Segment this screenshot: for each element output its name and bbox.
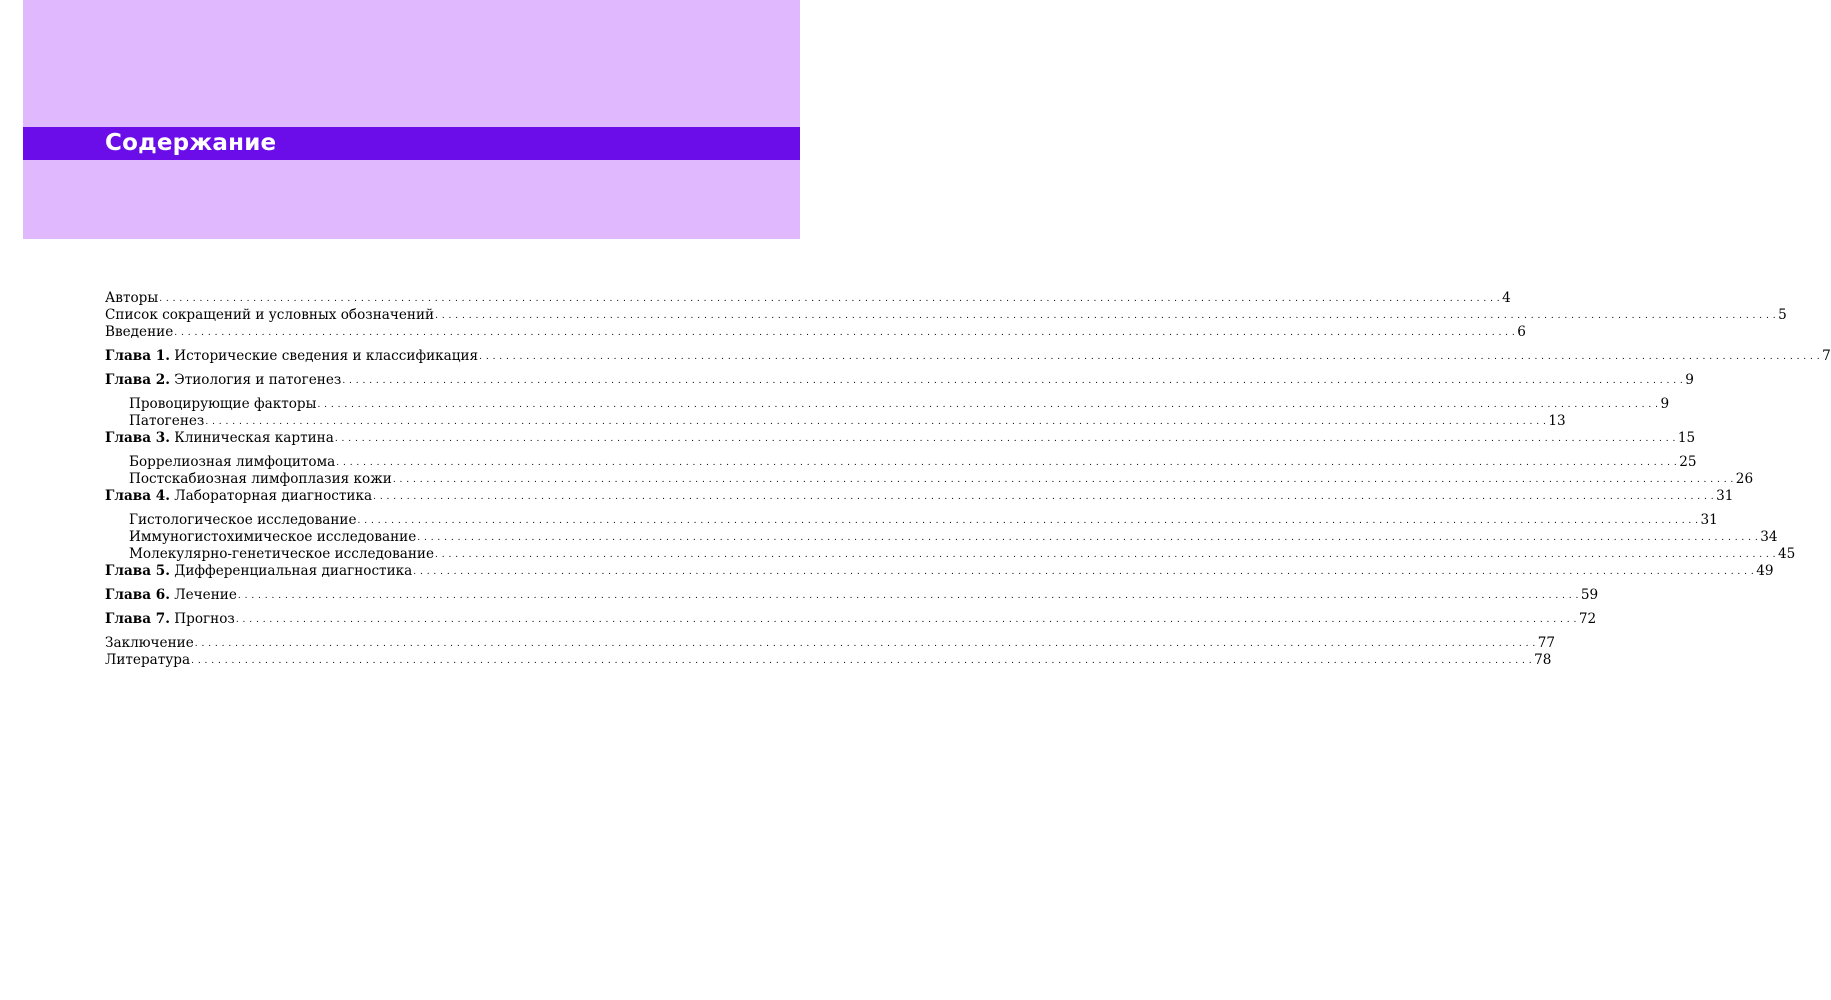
toc-entry-title: Этиология и патогенез [174,372,342,388]
dot-leader: . . . . . . . . . . . . . . . . . . . . . . . . . . . . . . . . . . . . . . . . . . . . . . . . . . . . . . . . . . . . . . . . . . . . . . . . . . . . . . . . . . . . . . . . . . . . . . . . . . . . . . . . . . . . . . . . . . . . . . . . . . . . . . . . . . . . . . . . . . . . . . . . . . . . . . . . . . . . . . . . . . . . . . . . . . . . . . . . . . . . . . . . . . . . . . . . . . . . . . . . [479,352,1821,362]
toc-entry-title: Боррелиозная лимфоцитома [129,454,336,470]
toc-entry[interactable] [105,652,1552,669]
dot-leader: . . . . . . . . . . . . . . . . . . . . . . . . . . . . . . . . . . . . . . . . . . . . . . . . . . . . . . . . . . . . . . . . . . . . . . . . . . . . . . . . . . . . . . . . . . . . . . . . . . . . . . . . . . . . . . . . . . . . . . . . . . . . . . . . . . . . . . . . . . . . . . . . . . . . . . . . . . . . . . . . . . . . . . . . . . . . . . . . . . . . . . . . . . . . . . . . . . . . . . . . [342,376,1684,386]
toc-entry-label [105,611,236,628]
toc-page-number: 31 [1716,488,1734,504]
toc-page-number: 25 [1679,454,1697,470]
dot-leader: . . . . . . . . . . . . . . . . . . . . . . . . . . . . . . . . . . . . . . . . . . . . . . . . . . . . . . . . . . . . . . . . . . . . . . . . . . . . . . . . . . . . . . . . . . . . . . . . . . . . . . . . . . . . . . . . . . . . . . . . . . . . . . . . . . . . . . . . . . . . . . . . . . . . . . . . . . . . . . . . . . . . . . . . . . . . . . . . . . . . . . . . . . . . . . . . . . . . . . . . [205,417,1547,427]
toc-entry-title: Дифференциальная диагностика [174,563,413,579]
toc-entry-label [105,324,174,341]
toc-entry-title: Исторические сведения и классификация [174,348,479,364]
page-title: Содержание [105,130,277,156]
toc-entry-title: Прогноз [174,611,235,627]
toc-entry-title: Лабораторная диагностика [174,488,373,504]
toc-entry-label [129,546,435,563]
toc-entry-label [105,372,342,389]
dot-leader: . . . . . . . . . . . . . . . . . . . . . . . . . . . . . . . . . . . . . . . . . . . . . . . . . . . . . . . . . . . . . . . . . . . . . . . . . . . . . . . . . . . . . . . . . . . . . . . . . . . . . . . . . . . . . . . . . . . . . . . . . . . . . . . . . . . . . . . . . . . . . . . . . . . . . . . . . . . . . . . . . . . . . . . . . . . . . . . . . . . . . . . . . . . . . . . . . . . . . . . . [336,458,1678,468]
toc-entry-label [129,471,393,488]
toc-entry[interactable] [105,290,1511,307]
dot-leader: . . . . . . . . . . . . . . . . . . . . . . . . . . . . . . . . . . . . . . . . . . . . . . . . . . . . . . . . . . . . . . . . . . . . . . . . . . . . . . . . . . . . . . . . . . . . . . . . . . . . . . . . . . . . . . . . . . . . . . . . . . . . . . . . . . . . . . . . . . . . . . . . . . . . . . . . . . . . . . . . . . . . . . . . . . . . . . . . . . . . . . . . . . . . . . . . . . . . . . . . [413,567,1755,577]
toc-entry-title: Литература [105,652,191,668]
toc-entry-title: Лечение [174,587,237,603]
toc-entry[interactable] [105,471,1754,488]
dot-leader: . . . . . . . . . . . . . . . . . . . . . . . . . . . . . . . . . . . . . . . . . . . . . . . . . . . . . . . . . . . . . . . . . . . . . . . . . . . . . . . . . . . . . . . . . . . . . . . . . . . . . . . . . . . . . . . . . . . . . . . . . . . . . . . . . . . . . . . . . . . . . . . . . . . . . . . . . . . . . . . . . . . . . . . . . . . . . . . . . . . . . . . . . . . . . . . . . . . . . . . . [174,328,1516,338]
toc-page-number: 72 [1578,611,1597,627]
toc-entry-title: Провоцирующие факторы [129,396,317,412]
toc-entry-label [129,529,417,546]
toc-entry-label [105,563,413,580]
toc-entry-title: Клиническая картина [174,430,334,446]
toc-entry[interactable] [105,430,1696,447]
toc-entry[interactable] [105,307,1787,324]
toc-page-number: 78 [1534,652,1552,668]
toc-page-number: 9 [1660,396,1670,412]
toc-entry-title: Введение [105,324,174,340]
toc-entry[interactable] [105,512,1718,529]
dot-leader: . . . . . . . . . . . . . . . . . . . . . . . . . . . . . . . . . . . . . . . . . . . . . . . . . . . . . . . . . . . . . . . . . . . . . . . . . . . . . . . . . . . . . . . . . . . . . . . . . . . . . . . . . . . . . . . . . . . . . . . . . . . . . . . . . . . . . . . . . . . . . . . . . . . . . . . . . . . . . . . . . . . . . . . . . . . . . . . . . . . . . . . . . . . . . . . . . . . . . . . . [357,516,1699,526]
toc-entry-label [105,290,159,307]
dot-leader: . . . . . . . . . . . . . . . . . . . . . . . . . . . . . . . . . . . . . . . . . . . . . . . . . . . . . . . . . . . . . . . . . . . . . . . . . . . . . . . . . . . . . . . . . . . . . . . . . . . . . . . . . . . . . . . . . . . . . . . . . . . . . . . . . . . . . . . . . . . . . . . . . . . . . . . . . . . . . . . . . . . . . . . . . . . . . . . . . . . . . . . . . . . . . . . . . . . . . . . . [334,434,1676,444]
toc-entry-label [129,413,205,430]
toc-page-number: 49 [1756,563,1774,579]
toc-entry[interactable] [105,546,1796,563]
toc-entry-label [129,396,317,413]
toc-entry-label [105,307,435,324]
toc-entry-label [105,348,479,365]
toc-entry-label [105,635,195,652]
toc-entry[interactable] [105,396,1670,413]
toc-entry[interactable] [105,413,1566,430]
toc-entry[interactable] [105,587,1599,604]
dot-leader: . . . . . . . . . . . . . . . . . . . . . . . . . . . . . . . . . . . . . . . . . . . . . . . . . . . . . . . . . . . . . . . . . . . . . . . . . . . . . . . . . . . . . . . . . . . . . . . . . . . . . . . . . . . . . . . . . . . . . . . . . . . . . . . . . . . . . . . . . . . . . . . . . . . . . . . . . . . . . . . . . . . . . . . . . . . . . . . . . . . . . . . . . . . . . . . . . . . . . . . . [194,639,1536,649]
dot-leader: . . . . . . . . . . . . . . . . . . . . . . . . . . . . . . . . . . . . . . . . . . . . . . . . . . . . . . . . . . . . . . . . . . . . . . . . . . . . . . . . . . . . . . . . . . . . . . . . . . . . . . . . . . . . . . . . . . . . . . . . . . . . . . . . . . . . . . . . . . . . . . . . . . . . . . . . . . . . . . . . . . . . . . . . . . . . . . . . . . . . . . . . . . . . . . . . . . . . . . . . [237,591,1579,601]
chapter-number: Глава 6. [105,587,170,603]
toc-entry[interactable] [105,635,1556,652]
toc-entry[interactable] [105,454,1697,471]
dot-leader: . . . . . . . . . . . . . . . . . . . . . . . . . . . . . . . . . . . . . . . . . . . . . . . . . . . . . . . . . . . . . . . . . . . . . . . . . . . . . . . . . . . . . . . . . . . . . . . . . . . . . . . . . . . . . . . . . . . . . . . . . . . . . . . . . . . . . . . . . . . . . . . . . . . . . . . . . . . . . . . . . . . . . . . . . . . . . . . . . . . . . . . . . . . . . . . . . . . . . . . . [373,492,1715,502]
toc-entry[interactable] [105,348,1831,365]
toc-page-number: 26 [1735,471,1754,487]
toc-page-number: 77 [1537,635,1556,651]
toc-entry[interactable] [105,372,1694,389]
toc-entry-title: Заключение [105,635,194,651]
toc-entry-title: Список сокращений и условных обозначений [105,307,435,323]
toc-page-number: 6 [1517,324,1526,340]
toc-entry-label [105,488,373,505]
header-band [23,0,800,239]
table-of-contents [105,290,1831,669]
chapter-number: Глава 4. [105,488,170,504]
chapter-number: Глава 7. [105,611,170,627]
toc-page-number: 34 [1760,529,1778,545]
toc-entry-title: Молекулярно-генетическое исследование [129,546,435,562]
toc-entry-label [105,430,335,447]
toc-entry-label [129,454,336,471]
toc-entry-label [129,512,358,529]
dot-leader: . . . . . . . . . . . . . . . . . . . . . . . . . . . . . . . . . . . . . . . . . . . . . . . . . . . . . . . . . . . . . . . . . . . . . . . . . . . . . . . . . . . . . . . . . . . . . . . . . . . . . . . . . . . . . . . . . . . . . . . . . . . . . . . . . . . . . . . . . . . . . . . . . . . . . . . . . . . . . . . . . . . . . . . . . . . . . . . . . . . . . . . . . . . . . . . . . . . . . . . . [435,311,1777,321]
toc-entry-title: Постскабиозная лимфоплазия кожи [129,471,392,487]
toc-entry[interactable] [105,324,1526,341]
toc-entry-label [105,652,191,669]
dot-leader: . . . . . . . . . . . . . . . . . . . . . . . . . . . . . . . . . . . . . . . . . . . . . . . . . . . . . . . . . . . . . . . . . . . . . . . . . . . . . . . . . . . . . . . . . . . . . . . . . . . . . . . . . . . . . . . . . . . . . . . . . . . . . . . . . . . . . . . . . . . . . . . . . . . . . . . . . . . . . . . . . . . . . . . . . . . . . . . . . . . . . . . . . . . . . . . . . . . . . . . . [159,294,1501,304]
toc-entry-title: Гистологическое исследование [129,512,357,528]
toc-entry-title: Патогенез [129,413,205,429]
dot-leader: . . . . . . . . . . . . . . . . . . . . . . . . . . . . . . . . . . . . . . . . . . . . . . . . . . . . . . . . . . . . . . . . . . . . . . . . . . . . . . . . . . . . . . . . . . . . . . . . . . . . . . . . . . . . . . . . . . . . . . . . . . . . . . . . . . . . . . . . . . . . . . . . . . . . . . . . . . . . . . . . . . . . . . . . . . . . . . . . . . . . . . . . . . . . . . . . . . . . . . . . [235,615,1577,625]
chapter-number: Глава 1. [105,348,170,364]
toc-page-number: 7 [1822,348,1831,364]
toc-page-number: 31 [1700,512,1718,528]
dot-leader: . . . . . . . . . . . . . . . . . . . . . . . . . . . . . . . . . . . . . . . . . . . . . . . . . . . . . . . . . . . . . . . . . . . . . . . . . . . . . . . . . . . . . . . . . . . . . . . . . . . . . . . . . . . . . . . . . . . . . . . . . . . . . . . . . . . . . . . . . . . . . . . . . . . . . . . . . . . . . . . . . . . . . . . . . . . . . . . . . . . . . . . . . . . . . . . . . . . . . . . . [435,550,1777,560]
toc-entry-label [105,587,238,604]
chapter-number: Глава 5. [105,563,170,579]
toc-entry-title: Иммуногистохимическое исследование [129,529,417,545]
toc-page-number: 5 [1778,307,1787,323]
toc-page-number: 4 [1502,290,1511,306]
dot-leader: . . . . . . . . . . . . . . . . . . . . . . . . . . . . . . . . . . . . . . . . . . . . . . . . . . . . . . . . . . . . . . . . . . . . . . . . . . . . . . . . . . . . . . . . . . . . . . . . . . . . . . . . . . . . . . . . . . . . . . . . . . . . . . . . . . . . . . . . . . . . . . . . . . . . . . . . . . . . . . . . . . . . . . . . . . . . . . . . . . . . . . . . . . . . . . . . . . . . . . . . [417,533,1759,543]
chapter-number: Глава 2. [105,372,170,388]
dot-leader: . . . . . . . . . . . . . . . . . . . . . . . . . . . . . . . . . . . . . . . . . . . . . . . . . . . . . . . . . . . . . . . . . . . . . . . . . . . . . . . . . . . . . . . . . . . . . . . . . . . . . . . . . . . . . . . . . . . . . . . . . . . . . . . . . . . . . . . . . . . . . . . . . . . . . . . . . . . . . . . . . . . . . . . . . . . . . . . . . . . . . . . . . . . . . . . . . . . . . . . . [191,656,1533,666]
toc-entry[interactable] [105,529,1778,546]
toc-page-number: 13 [1548,413,1566,429]
toc-page-number: 9 [1685,372,1694,388]
chapter-number: Глава 3. [105,430,170,446]
dot-leader: . . . . . . . . . . . . . . . . . . . . . . . . . . . . . . . . . . . . . . . . . . . . . . . . . . . . . . . . . . . . . . . . . . . . . . . . . . . . . . . . . . . . . . . . . . . . . . . . . . . . . . . . . . . . . . . . . . . . . . . . . . . . . . . . . . . . . . . . . . . . . . . . . . . . . . . . . . . . . . . . . . . . . . . . . . . . . . . . . . . . . . . . . . . . . . . . . . . . . . . . [392,475,1734,485]
toc-entry[interactable] [105,563,1774,580]
dot-leader: . . . . . . . . . . . . . . . . . . . . . . . . . . . . . . . . . . . . . . . . . . . . . . . . . . . . . . . . . . . . . . . . . . . . . . . . . . . . . . . . . . . . . . . . . . . . . . . . . . . . . . . . . . . . . . . . . . . . . . . . . . . . . . . . . . . . . . . . . . . . . . . . . . . . . . . . . . . . . . . . . . . . . . . . . . . . . . . . . . . . . . . . . . . . . . . . . . . . . . . . [317,400,1659,410]
toc-entry[interactable] [105,611,1597,628]
toc-entry-title: Авторы [105,290,159,306]
toc-entry[interactable] [105,488,1734,505]
toc-page-number: 59 [1580,587,1599,603]
toc-page-number: 45 [1778,546,1796,562]
toc-page-number: 15 [1677,430,1696,446]
